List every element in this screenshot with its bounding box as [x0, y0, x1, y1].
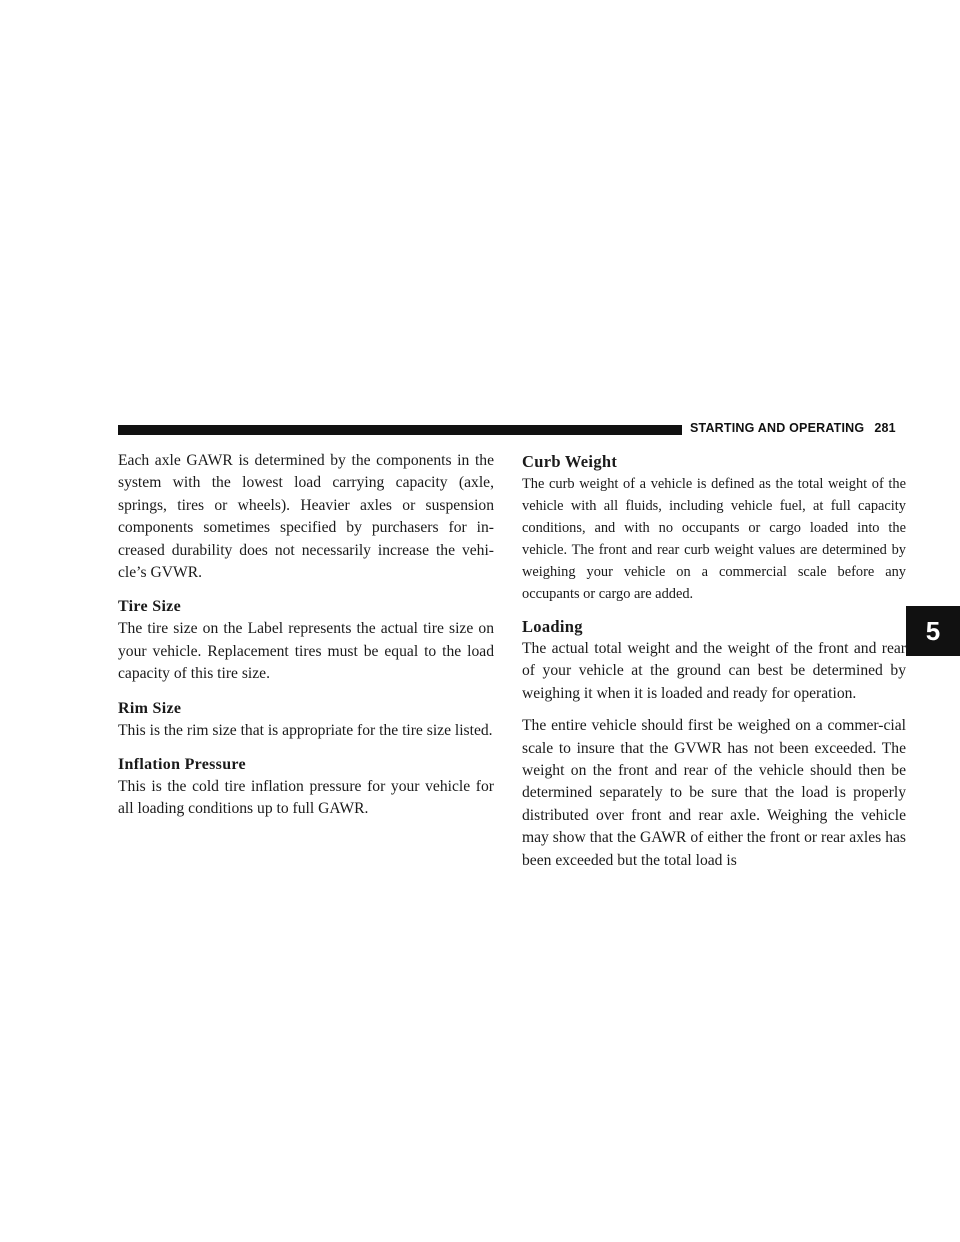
inflation-pressure-paragraph: This is the cold tire inflation pressure for your vehicle for all loading conditions up to full GAWR. [118, 778, 494, 818]
rim-size-heading: Rim Size [118, 699, 182, 717]
tire-size-heading: Tire Size [118, 598, 181, 616]
header-rule [118, 425, 682, 435]
left-column [118, 450, 494, 821]
loading-heading: Loading [522, 617, 583, 636]
loading-paragraph: The entire vehicle should first be weighed on a commer-cial scale to insure that the GVWR has not been exceeded. The weight on the front and rear of the vehicle should then be determined separately to be sure that the load is properly distributed over front and rear axle. Weighing the vehicle may show that the GAWR of either the front or rear axles has been exceeded but the total load is [522, 717, 906, 869]
curb-weight-heading: Curb Weight [522, 452, 618, 471]
intro-paragraph: Each axle GAWR is determined by the components in the system with the lowest load carrying capacity (axle, springs, tires or wheels). Heavier axles or suspension components sometimes specified by purchasers for in-creased durability does not necessarily increase the vehi-cle’s GVWR. [118, 452, 494, 582]
section-title: STARTING AND OPERATING [690, 421, 865, 435]
loading-paragraph: The actual total weight and the weight of the front and rear of your vehicle at the ground can best be determined by weighing it when it is loaded and ready for operation. [522, 640, 906, 702]
inflation-pressure-heading: Inflation Pressure [118, 756, 246, 774]
tire-size-paragraph: The tire size on the Label represents the actual tire size on your vehicle. Replacement tires must be equal to the load capacity of this tire size. [118, 620, 494, 683]
right-column [522, 451, 906, 872]
curb-weight-paragraph: The curb weight of a vehicle is defined as the total weight of the vehicle with all fluids, including vehicle fuel, at full capacity conditions, and with no occupants or cargo loaded into the vehicle. The front and rear curb weight values are determined by weighing your vehicle on a commercial scale before any occupants or cargo are added. [522, 476, 906, 602]
page-number: 281 [874, 421, 896, 435]
rim-size-paragraph: This is the rim size that is appropriate for the tire size listed. [118, 721, 493, 739]
running-header [690, 421, 896, 435]
chapter-tab: 5 [906, 606, 960, 656]
